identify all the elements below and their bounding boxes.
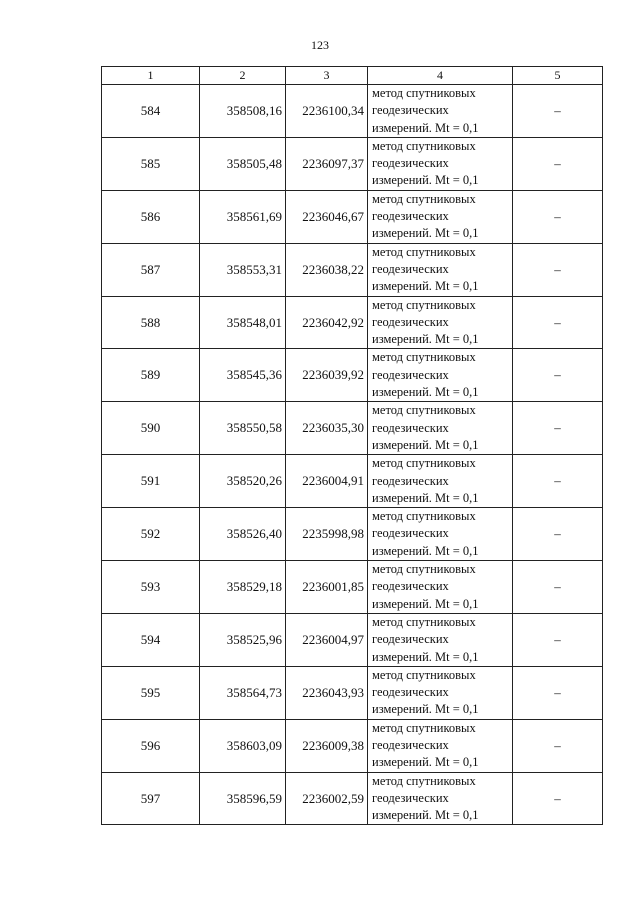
method-line-2: геодезических	[372, 473, 449, 488]
y-coordinate-cell: 2236001,85	[286, 561, 368, 614]
point-number-cell: 588	[102, 296, 200, 349]
method-cell	[368, 508, 513, 561]
y-coordinate-cell: 2236035,30	[286, 402, 368, 455]
method-line-3: измерений. Mt = 0,1	[372, 332, 479, 347]
method-cell	[368, 719, 513, 772]
y-coordinate-cell: 2236039,92	[286, 349, 368, 402]
method-line-1: метод спутниковых	[372, 773, 476, 788]
method-line-2: геодезических	[372, 156, 449, 171]
note-cell: –	[513, 85, 603, 138]
point-number-cell: 584	[102, 85, 200, 138]
table-row	[102, 402, 603, 455]
x-coordinate-cell: 358545,36	[200, 349, 286, 402]
method-line-3: измерений. Mt = 0,1	[372, 702, 479, 717]
method-line-1: метод спутниковых	[372, 562, 476, 577]
method-cell	[368, 455, 513, 508]
method-line-2: геодезических	[372, 314, 449, 329]
note-cell: –	[513, 137, 603, 190]
table-row	[102, 455, 603, 508]
method-cell	[368, 402, 513, 455]
method-line-2: геодезических	[372, 790, 449, 805]
point-number-cell: 592	[102, 508, 200, 561]
method-line-1: метод спутниковых	[372, 667, 476, 682]
note-cell: –	[513, 190, 603, 243]
method-line-2: геодезических	[372, 685, 449, 700]
y-coordinate-cell: 2236043,93	[286, 666, 368, 719]
x-coordinate-cell: 358520,26	[200, 455, 286, 508]
point-number-cell: 590	[102, 402, 200, 455]
method-line-1: метод спутниковых	[372, 297, 476, 312]
method-cell	[368, 85, 513, 138]
method-cell	[368, 613, 513, 666]
point-number-cell: 587	[102, 243, 200, 296]
method-cell	[368, 349, 513, 402]
note-cell: –	[513, 402, 603, 455]
x-coordinate-cell: 358553,31	[200, 243, 286, 296]
header-cell-4: 4	[368, 67, 513, 85]
x-coordinate-cell: 358525,96	[200, 613, 286, 666]
y-coordinate-cell: 2236009,38	[286, 719, 368, 772]
method-line-2: геодезических	[372, 103, 449, 118]
method-line-1: метод спутниковых	[372, 138, 476, 153]
method-line-1: метод спутниковых	[372, 191, 476, 206]
x-coordinate-cell: 358561,69	[200, 190, 286, 243]
method-line-1: метод спутниковых	[372, 350, 476, 365]
y-coordinate-cell: 2236046,67	[286, 190, 368, 243]
table-row	[102, 508, 603, 561]
table-row	[102, 772, 603, 825]
method-line-3: измерений. Mt = 0,1	[372, 385, 479, 400]
point-number-cell: 594	[102, 613, 200, 666]
method-cell	[368, 296, 513, 349]
y-coordinate-cell: 2236004,91	[286, 455, 368, 508]
header-cell-3: 3	[286, 67, 368, 85]
x-coordinate-cell: 358529,18	[200, 561, 286, 614]
method-cell	[368, 243, 513, 296]
method-line-3: измерений. Mt = 0,1	[372, 543, 479, 558]
method-line-2: геодезических	[372, 367, 449, 382]
method-cell	[368, 666, 513, 719]
table-row	[102, 666, 603, 719]
point-number-cell: 585	[102, 137, 200, 190]
y-coordinate-cell: 2236002,59	[286, 772, 368, 825]
x-coordinate-cell: 358564,73	[200, 666, 286, 719]
method-line-3: измерений. Mt = 0,1	[372, 649, 479, 664]
note-cell: –	[513, 508, 603, 561]
table-row	[102, 85, 603, 138]
point-number-cell: 593	[102, 561, 200, 614]
x-coordinate-cell: 358603,09	[200, 719, 286, 772]
y-coordinate-cell: 2236004,97	[286, 613, 368, 666]
method-line-1: метод спутниковых	[372, 509, 476, 524]
x-coordinate-cell: 358505,48	[200, 137, 286, 190]
method-line-3: измерений. Mt = 0,1	[372, 173, 479, 188]
method-cell	[368, 772, 513, 825]
method-line-1: метод спутниковых	[372, 614, 476, 629]
method-line-2: геодезических	[372, 261, 449, 276]
method-line-2: геодезических	[372, 737, 449, 752]
note-cell: –	[513, 455, 603, 508]
method-line-2: геодезических	[372, 526, 449, 541]
note-cell: –	[513, 719, 603, 772]
y-coordinate-cell: 2236042,92	[286, 296, 368, 349]
point-number-cell: 586	[102, 190, 200, 243]
method-line-3: измерений. Mt = 0,1	[372, 596, 479, 611]
method-line-1: метод спутниковых	[372, 403, 476, 418]
method-line-3: измерений. Mt = 0,1	[372, 755, 479, 770]
method-line-3: измерений. Mt = 0,1	[372, 437, 479, 452]
method-line-2: геодезических	[372, 632, 449, 647]
note-cell: –	[513, 296, 603, 349]
note-cell: –	[513, 561, 603, 614]
table-row	[102, 719, 603, 772]
point-number-cell: 589	[102, 349, 200, 402]
x-coordinate-cell: 358508,16	[200, 85, 286, 138]
method-line-1: метод спутниковых	[372, 86, 476, 100]
note-cell: –	[513, 772, 603, 825]
note-cell: –	[513, 243, 603, 296]
note-cell: –	[513, 349, 603, 402]
y-coordinate-cell: 2236100,34	[286, 85, 368, 138]
x-coordinate-cell: 358596,59	[200, 772, 286, 825]
method-line-2: геодезических	[372, 209, 449, 224]
method-cell	[368, 190, 513, 243]
note-cell: –	[513, 666, 603, 719]
method-cell	[368, 561, 513, 614]
table-row	[102, 561, 603, 614]
point-number-cell: 595	[102, 666, 200, 719]
point-number-cell: 597	[102, 772, 200, 825]
table-row	[102, 613, 603, 666]
table-row	[102, 137, 603, 190]
x-coordinate-cell: 358526,40	[200, 508, 286, 561]
table-row	[102, 349, 603, 402]
header-cell-1: 1	[102, 67, 200, 85]
header-cell-2: 2	[200, 67, 286, 85]
method-line-3: измерений. Mt = 0,1	[372, 490, 479, 505]
method-line-3: измерений. Mt = 0,1	[372, 226, 479, 241]
method-line-2: геодезических	[372, 579, 449, 594]
method-line-3: измерений. Mt = 0,1	[372, 279, 479, 294]
header-cell-5: 5	[513, 67, 603, 85]
method-line-1: метод спутниковых	[372, 456, 476, 471]
method-line-1: метод спутниковых	[372, 244, 476, 259]
table-row	[102, 190, 603, 243]
y-coordinate-cell: 2235998,98	[286, 508, 368, 561]
table-header-row	[102, 67, 603, 85]
x-coordinate-cell: 358550,58	[200, 402, 286, 455]
method-line-3: измерений. Mt = 0,1	[372, 808, 479, 823]
y-coordinate-cell: 2236097,37	[286, 137, 368, 190]
coordinates-table	[101, 66, 603, 825]
note-cell: –	[513, 613, 603, 666]
y-coordinate-cell: 2236038,22	[286, 243, 368, 296]
point-number-cell: 591	[102, 455, 200, 508]
point-number-cell: 596	[102, 719, 200, 772]
method-line-2: геодезических	[372, 420, 449, 435]
method-line-3: измерений. Mt = 0,1	[372, 120, 479, 135]
table-row	[102, 243, 603, 296]
x-coordinate-cell: 358548,01	[200, 296, 286, 349]
table-row	[102, 296, 603, 349]
method-line-1: метод спутниковых	[372, 720, 476, 735]
method-cell	[368, 137, 513, 190]
page-number: 123	[311, 38, 329, 52]
